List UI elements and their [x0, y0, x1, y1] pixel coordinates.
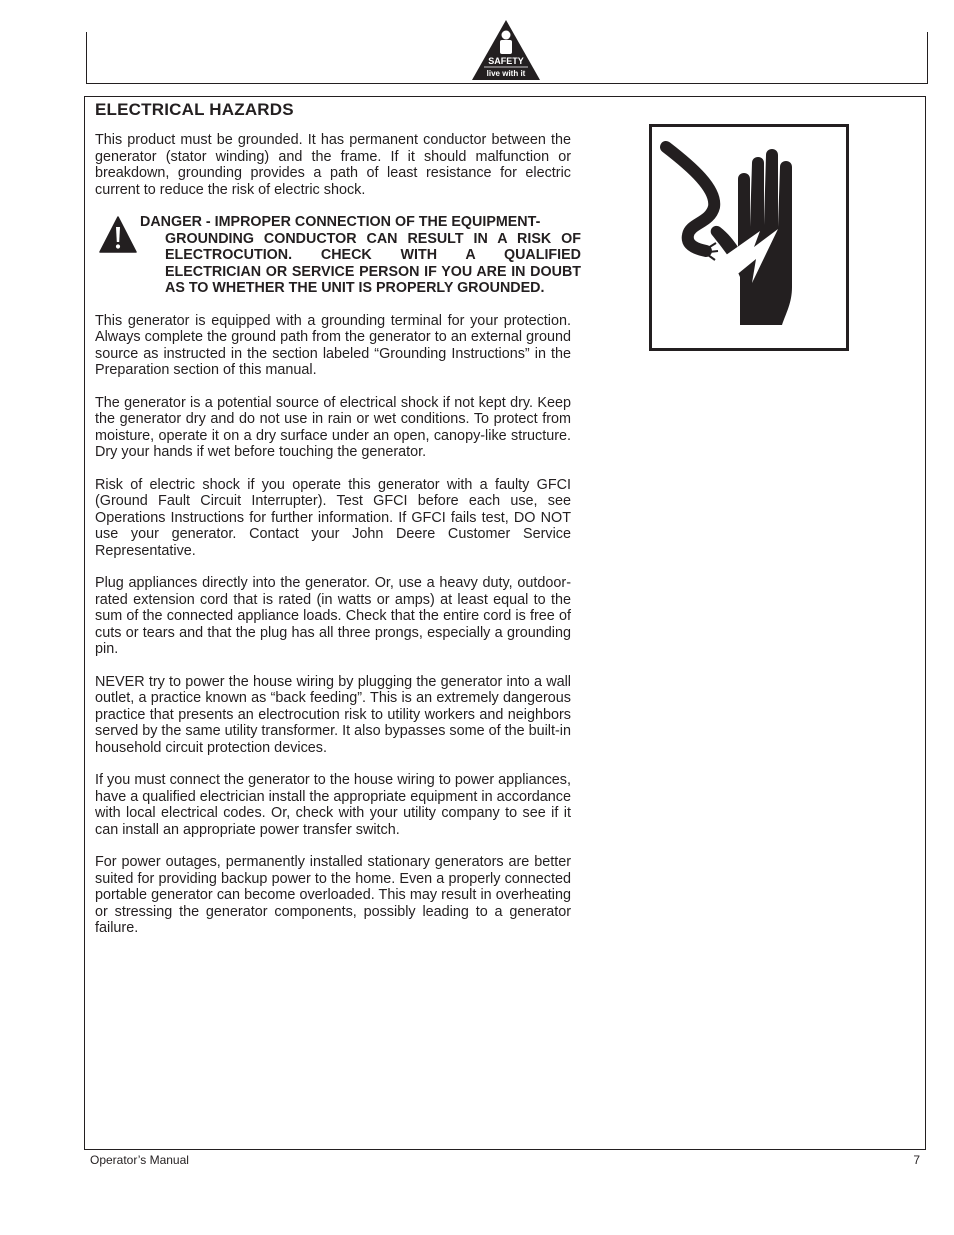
page-number: 7 [913, 1153, 920, 1167]
paragraph-back-feeding: NEVER try to power the house wiring by plugging the generator into a wall outlet, a practice known as “back feeding”. This is an extremely dangerous practice that presents an electrocution risk to utility workers and neighbors served by the same utility transformer. It also bypasses some of the built-in household circuit protection devices. [95, 673, 571, 756]
intro-paragraph: This product must be grounded. It has permanent conductor between the generator (stator winding) and the frame. If it should malfunction or breakdown, grounding provides a path of least resistance for electric current to reduce the risk of electric shock. [95, 132, 571, 198]
paragraph-extension-cord: Plug appliances directly into the generator. Or, use a heavy duty, outdoor-rated extension cord that is rated (in watts or amps) at least equal to the sum of the connected appliance loads. Check that the entire cord is free of cuts or tears and that the plug has all three prongs, especially a grounding pin. [95, 575, 571, 657]
paragraph-keep-dry: The generator is a potential source of electrical shock if not kept dry. Keep the generator dry and do not use in rain or wet conditions. To protect from moisture, operate it on a dry surface under an open, canopy-like structure. Dry your hands if wet before touching the generator. [95, 394, 571, 460]
danger-text-first-line: DANGER - IMPROPER CONNECTION OF THE EQUIPMENT- [140, 214, 541, 230]
safety-logo [470, 18, 542, 82]
danger-text [140, 214, 581, 297]
logo-text-safety: SAFETY [488, 56, 524, 66]
section-electrical-hazards [95, 100, 581, 953]
electric-shock-hazard-figure [649, 124, 849, 351]
section-title: ELECTRICAL HAZARDS [95, 100, 294, 119]
danger-notice [95, 214, 581, 297]
warning-triangle-icon [99, 216, 137, 254]
paragraph-grounding-terminal: This generator is equipped with a grounding terminal for your protection. Always complete the ground path from the generator to an external ground source as instructed in the section labeled “Grounding Instructions” in the Preparation section of this manual. [95, 312, 571, 378]
logo-text-tagline: live with it [486, 69, 526, 78]
paragraph-gfci: Risk of electric shock if you operate this generator with a faulty GFCI (Ground Fault Circuit Interrupter). Test GFCI before each use, see Operations Instructions for further information. If GFCI fails test, DO NOT use your generator. Contact your John Deere Customer Service Representative. [95, 476, 571, 559]
paragraph-power-outages: For power outages, permanently installed stationary generators are better suited for providing backup power to the home. Even a properly connected portable generator can become overloaded. This may result in overheating or stressing the generator components, possibly leading to a generator failure. [95, 854, 571, 936]
paragraph-house-wiring: If you must connect the generator to the house wiring to power appliances, have a qualified electrician install the appropriate equipment in accordance with local electrical codes. Or, check with your utility company to see if it can install an appropriate power transfer switch. [95, 772, 571, 838]
footer-manual-title: Operator’s Manual [90, 1153, 189, 1167]
electric-shock-hand-icon [652, 127, 846, 348]
danger-text-rest: GROUNDING CONDUCTOR CAN RESULT IN A RISK OF ELECTROCUTION. CHECK WITH A QUALIFIED ELECTRICIAN OR SERVICE PERSON IF YOU ARE IN DOUBT AS TO WHETHER THE UNIT IS PROPERLY GROUNDED. [165, 230, 581, 296]
